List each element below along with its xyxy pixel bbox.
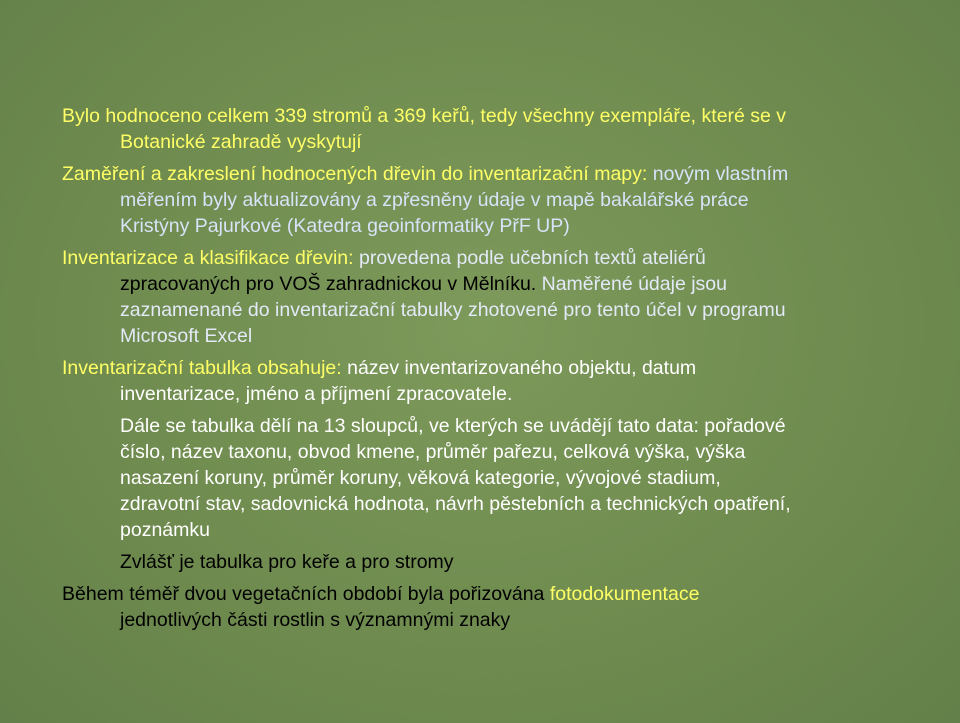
paragraph-evaluation-count <box>62 103 912 155</box>
paragraph-inventory <box>62 245 912 349</box>
inventory-line-1-text: provedena podle učebních textů ateliérů <box>353 247 706 269</box>
table-contents-line-1 <box>62 355 912 381</box>
paragraph-table-contents <box>62 355 912 407</box>
separate-tables-line: Zvlášť je tabulka pro keře a pro stromy <box>120 551 454 573</box>
mapping-label: Zaměření a zakreslení hodnocených dřevin do inventarizační mapy: <box>62 163 648 185</box>
inventory-line-1 <box>62 245 912 271</box>
paragraph-columns <box>62 413 912 543</box>
photo-line-1 <box>62 581 912 607</box>
evaluation-line-2: Botanické zahradě vyskytují <box>120 131 362 153</box>
photo-highlight: fotodokumentace <box>549 583 700 605</box>
columns-line-1: Dále se tabulka dělí na 13 sloupců, ve kterých se uvádějí tato data: pořadové <box>120 415 786 437</box>
paragraph-separate-tables <box>62 549 912 575</box>
inventory-line-2-text: zpracovaných pro VOŠ zahradnickou v Mělníku. <box>120 273 537 295</box>
inventory-line-3: zaznamenané do inventarizační tabulky zhotovené pro tento účel v programu <box>120 299 786 321</box>
inventory-line-4: Microsoft Excel <box>120 325 253 347</box>
table-contents-line-2: inventarizace, jméno a příjmení zpracovatele. <box>120 383 513 405</box>
inventory-label: Inventarizace a klasifikace dřevin: <box>62 247 354 269</box>
columns-line-2: číslo, název taxonu, obvod kmene, průměr pařezu, celková výška, výška <box>120 441 746 463</box>
paragraph-photo <box>62 581 912 633</box>
mapping-line-3: Kristýny Pajurkové (Katedra geoinformatiky PřF UP) <box>120 215 570 237</box>
mapping-line-1 <box>62 161 912 187</box>
slide-content <box>62 103 912 639</box>
columns-line-3: nasazení koruny, průměr koruny, věková kategorie, vývojové stadium, <box>120 467 721 489</box>
paragraph-mapping <box>62 161 912 239</box>
columns-line-4: zdravotní stav, sadovnická hodnota, návrh pěstebních a technických opatření, <box>120 493 791 515</box>
table-contents-label: Inventarizační tabulka obsahuje: <box>62 357 342 379</box>
evaluation-line-1: Bylo hodnoceno celkem 339 stromů a 369 keřů, tedy všechny exempláře, které se v <box>62 105 787 127</box>
photo-line-2: jednotlivých části rostlin s významnými znaky <box>120 609 511 631</box>
mapping-line-2: měřením byly aktualizovány a zpřesněny údaje v mapě bakalářské práce <box>120 189 749 211</box>
mapping-line-1-text: novým vlastním <box>647 163 789 185</box>
photo-line-1-text: Během téměř dvou vegetačních období byla pořizována <box>62 583 550 605</box>
inventory-line-2-rest: Naměřené údaje jsou <box>536 273 727 295</box>
table-contents-line-1-text: název inventarizovaného objektu, datum <box>341 357 697 379</box>
columns-line-5: poznámku <box>120 519 210 541</box>
inventory-line-2 <box>62 271 912 297</box>
